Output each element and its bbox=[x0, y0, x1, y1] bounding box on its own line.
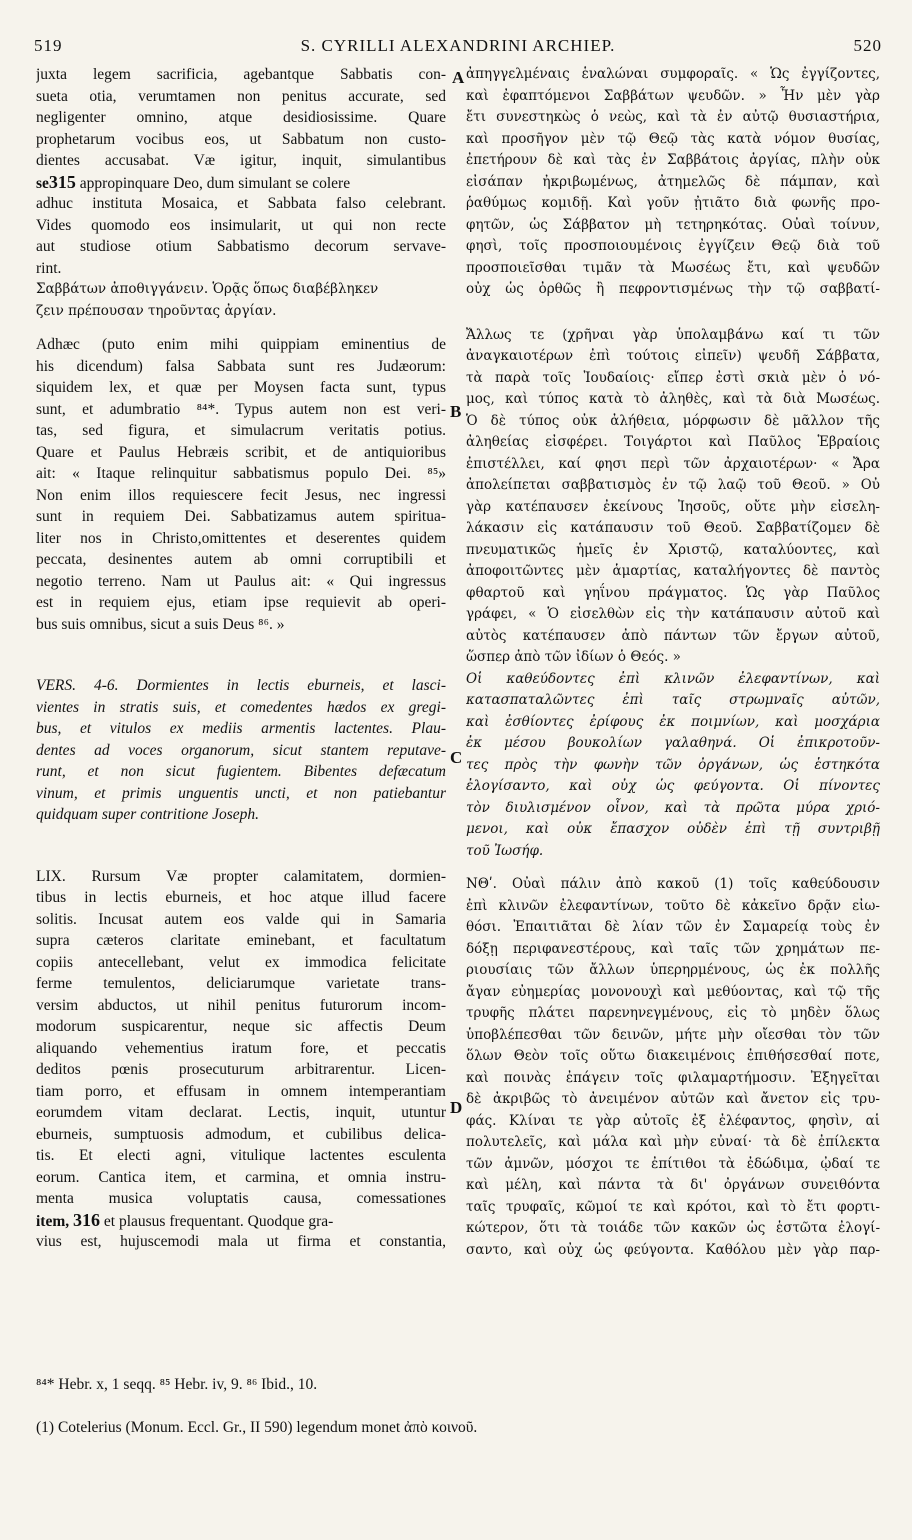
text-line: προσποιεῖσθαι τιμᾶν τὰ Μωσέως ἔτι, καὶ ψευδῶν bbox=[466, 259, 880, 276]
text-line: φθαρτοῦ καὶ γηΐνου πράγματος. Ὡς γὰρ Παῦλος bbox=[466, 584, 880, 601]
text-line: prophetarum vocibus eos, ut Sabbatum non custo- bbox=[36, 130, 446, 148]
text-line-with-number bbox=[36, 1210, 446, 1232]
text-line: ἀπολείπεται σαββατισμὸς ἐν τῷ λαῷ τοῦ Θεοῦ. » Οὐ bbox=[466, 477, 880, 493]
text-line: tiam porro, et effusam in omnem intemperantiam bbox=[36, 1082, 446, 1100]
text-line: ἐπετήρουν δὲ καὶ τὰς ἐν Σαββάτοις ἀργίας, πλὴν οὐκ bbox=[466, 152, 880, 168]
text-line: bus suis omnibus, sicut a suis Deus ⁸⁶. » bbox=[36, 615, 285, 633]
text-line: καὶ ἐφαπτόμενοι Σαββάτων ψευδῶν. » Ἦν μὲν γὰρ bbox=[466, 87, 880, 104]
text-line: tas, sed figura, et simulacrum veritatis potius. bbox=[36, 422, 446, 439]
greek-paragraph-1 bbox=[466, 64, 880, 301]
text-fragment: appropinquare Deo, dum simulant se colere bbox=[79, 174, 351, 192]
text-line: tibus in lectis eburneis, et hoc atque illud facere bbox=[36, 889, 446, 906]
greek-paragraph-3 bbox=[466, 874, 880, 1261]
text-line: deditos pœnis prosecuturum arbitrarentur. Licen- bbox=[36, 1061, 446, 1078]
text-line-with-number bbox=[36, 172, 446, 194]
section-marker-d: D bbox=[450, 1098, 463, 1117]
spacer bbox=[36, 826, 446, 866]
text-line: Non enim illos requiescere fecit Jesus, nec ingressi bbox=[36, 486, 446, 504]
text-line: τες πρὸς τὴν φωνὴν τῶν ὀργάνων, ὡς ἑστηκότα bbox=[466, 756, 880, 773]
text-line: ferme temulentos, deliciarumque varietate trans- bbox=[36, 975, 446, 992]
text-line: Quare et Paulus Hebræis scribit, et de antiquioribus bbox=[36, 443, 446, 461]
text-line: ἐπὶ κλινῶν ἐλεφαντίνων, τοῦτο δὲ κἀκεῖνο δρᾷν εἰω- bbox=[466, 897, 880, 914]
text-line: λάκασιν εἰς κατάπαυσιν τοῦ Θεοῦ. Σαββατίζομεν δὲ bbox=[466, 520, 880, 536]
spacer bbox=[36, 322, 446, 334]
text-line: eorumdem vitam declarat. Lectis, inquit, utuntur bbox=[36, 1104, 446, 1121]
latin-paragraph-1 bbox=[36, 64, 446, 279]
text-line: φητῶν, ὡς Σάββατον μὴ τετηρηκότας. Οὐαὶ τοίνυν, bbox=[466, 216, 880, 233]
text-line: δὲ ἀκριβῶς τὸ ἀνειμένον αὐτῶν καὶ ἄνετον εἰς τρυ- bbox=[466, 1091, 880, 1107]
text-line: menta musica voluptatis causa, comessationes bbox=[36, 1190, 446, 1207]
text-line: καὶ μέλη, καὶ πάντα τὰ δι' ὀργάνων συνειθόντα bbox=[466, 1177, 880, 1193]
text-line: φάς. Κλίναι τε γὰρ αὐτοῖς ἐξ ἐλέφαντος, φησὶν, αἱ bbox=[466, 1112, 880, 1129]
text-line: Οἱ καθεύδοντες ἐπὶ κλινῶν ἐλεφαντίνων, καὶ bbox=[466, 670, 880, 687]
editorial-footnote: (1) Cotelerius (Monum. Eccl. Gr., II 590) legendum monet ἀπὸ κοινοῦ. bbox=[36, 1419, 478, 1436]
text-line: καὶ ποινὰς ἐπάγειν τοῖς φιλαμαρτήμοσιν. Ἐξηγεῖται bbox=[466, 1069, 880, 1086]
text-line: VERS. 4-6. Dormientes in lectis eburneis, et lasci- bbox=[36, 677, 446, 694]
text-line: versim abductos, ut nihil penitus futurorum incom- bbox=[36, 996, 446, 1014]
latin-paragraph-2 bbox=[36, 334, 446, 635]
text-line: his dicendum) falsa Sabbata sunt res Judæorum: bbox=[36, 357, 446, 375]
text-line: ΝΘʹ. Οὐαὶ πάλιν ἀπὸ κακοῦ (1) τοῖς καθεύδουσιν bbox=[466, 876, 880, 892]
text-line: ταῖς τρυφαῖς, κῶμοί τε καὶ κρότοι, καὶ τὸ ἔτι φορτι- bbox=[466, 1198, 880, 1215]
text-line: καὶ προσῆγον μὲν τῷ Θεῷ τὰς κατὰ νόμον θυσίας, bbox=[466, 130, 880, 147]
text-line: modorum suspicarentur, neque sic affectis Deum bbox=[36, 1018, 446, 1035]
text-line: runt, et non sicut fugientem. Bibentes defæcatum bbox=[36, 763, 446, 780]
text-line: μενοι, καὶ οὐκ ἔπασχον οὐδὲν ἐπὶ τῇ συντριβῇ bbox=[466, 821, 880, 837]
text-line: ἀπηγγελμέναις ἑναλώναι συμφοραῖς. « Ὡς ἐγγίζοντες, bbox=[466, 66, 880, 82]
text-line: adhuc instituta Mosaica, et Sabbata falso celebrant. bbox=[36, 195, 446, 212]
text-line: LIX. Rursum Væ propter calamitatem, dormien- bbox=[36, 867, 446, 885]
text-line: dientes accusabat. Væ igitur, inquit, simulantibus bbox=[36, 152, 446, 169]
page-number-right: 520 bbox=[853, 36, 882, 55]
text-line: ἀποφοιτῶντες μὲν ἁμαρτίας, καταλήγοντες δὲ παντὸς bbox=[466, 563, 880, 579]
text-line: θόσι. Ἐπαιτιᾶται δὲ λίαν τῶν ἐν Σαμαρείᾳ τοὺς ἐν bbox=[466, 919, 880, 935]
text-line: τὰ παρὰ τοῖς Ἰουδαίοις· εἴπερ ἐστὶ σκιὰ μὲν ὁ νό- bbox=[466, 369, 880, 386]
greek-paragraph-2 bbox=[466, 325, 880, 669]
text-line: negligenter omnino, atque desidiosissime. Quare bbox=[36, 109, 446, 126]
text-line: οὐχ ὡς ὀρθῶς ἢ πεφροντισμένως τὴν τῷ σαββατί- bbox=[466, 281, 880, 297]
margin-prefix: se bbox=[36, 174, 49, 192]
text-line: πολυτελεῖς, καὶ μάλα καὶ μὴν εὐναί· τὰ δὲ ἐπίλεκτα bbox=[466, 1134, 880, 1150]
text-line: ἐπιστέλλει, καί φησι περὶ τῶν ἀρχαιοτέρων· « Ἄρα bbox=[466, 455, 880, 472]
text-line: Vides quomodo eos insimularit, ut qui non recte bbox=[36, 216, 446, 234]
text-line: eburneis, sumptuosis admodum, et cubilibus delica- bbox=[36, 1125, 446, 1143]
page-header bbox=[34, 36, 882, 62]
column-number: 316 bbox=[73, 1209, 101, 1230]
text-line: copiis antecellebant, velut ex immodica felicitate bbox=[36, 953, 446, 971]
text-line: vius est, hujuscemodi mala ut firma et constantia, bbox=[36, 1233, 446, 1250]
text-line: sunt, et adumbratio ⁸⁴*. Typus autem non est veri- bbox=[36, 400, 446, 418]
text-line: καὶ ἐσθίοντες ἐρίφους ἐκ ποιμνίων, καὶ μοσχάρια bbox=[466, 713, 880, 730]
text-line: negotio terreno. Nam ut Paulus ait: « Qui ingressus bbox=[36, 572, 446, 590]
text-line: aliquando vehementius iratum fore, et peccatis bbox=[36, 1039, 446, 1057]
text-line: γὰρ κατέπαυσεν ἐκείνους Ἰησοῦς, οὔτε μὴν εἰσελη- bbox=[466, 498, 880, 515]
text-line: vientes in stratis suis, et comedentes hædos ex gregi- bbox=[36, 698, 446, 716]
spacer bbox=[466, 301, 880, 325]
greek-insert bbox=[36, 279, 446, 322]
text-line: ριουσίαις τῶν ἄλλων ὑπερηρμένους, ὡς ἐκ πολλῆς bbox=[466, 962, 880, 978]
text-line: sueta otia, verumtamen non penitus accurate, sed bbox=[36, 87, 446, 105]
text-line: liter nos in Christo,omittentes et deserentes quidem bbox=[36, 529, 446, 547]
text-line: Adhæc (puto enim mihi quippiam eminentius de bbox=[36, 336, 446, 353]
text-line: γράφει, « Ὁ εἰσελθὼν εἰς τὴν κατάπαυσιν αὐτοῦ καὶ bbox=[466, 606, 880, 622]
text-line: Σαββάτων ἀποθιγγάνειν. Ὁρᾷς ὅπως διαβέβληκεν bbox=[36, 281, 379, 297]
text-line: ὥσπερ ἀπὸ τῶν ἰδίων ὁ Θεός. » bbox=[466, 649, 681, 665]
text-line: Ἄλλως τε (χρῆναι γὰρ ὑπολαμβάνω καί τι τῶν bbox=[466, 326, 880, 343]
text-line: τῶν ἀμνῶν, μόσχοι τε ἐπίτιθοι τὰ ἐδώδιμα, ᾠδαί τε bbox=[466, 1155, 880, 1172]
text-line: ὑποβλέπεσθαι τῶν δεινῶν, μήτε μὴν οἴεσθαι τὸν τῶν bbox=[466, 1026, 880, 1043]
text-line: φησὶ, τοῖς προσποιουμένοις ἐγγίζειν Θεῷ διὰ τοῦ bbox=[466, 238, 880, 254]
text-line: ἔτι συνεστηκὼς ὁ νεὼς, καὶ τὰ ἐν αὐτῷ θυσιαστήρια, bbox=[466, 109, 880, 125]
text-line: τοῦ Ἰωσήφ. bbox=[466, 842, 544, 859]
text-line: ὅλων Θεὸν τοῖς οὕτω διακειμένοις ἐπιθήσεσθαί ποτε, bbox=[466, 1048, 880, 1064]
text-line: Ὁ δὲ τύπος οὐκ ἀλήθεια, μόρφωσιν δὲ μᾶλλον τῆς bbox=[466, 412, 880, 429]
scripture-references: ⁸⁴* Hebr. x, 1 seqq. ⁸⁵ Hebr. iv, 9. ⁸⁶ Ibid., 10. bbox=[36, 1376, 318, 1393]
greek-verse-heading bbox=[466, 669, 880, 863]
greek-column bbox=[466, 64, 880, 1261]
text-line: eorum. Cantica item, et carmina, et omnia instru- bbox=[36, 1168, 446, 1186]
text-fragment: item, bbox=[36, 1212, 70, 1230]
text-line: aut studiose otium Sabbatismo decorum servave- bbox=[36, 238, 446, 255]
text-line: juxta legem sacrificia, agebantque Sabbatis con- bbox=[36, 66, 446, 83]
text-line: vinum, et primis unguentis uncti, et non patiebantur bbox=[36, 784, 446, 802]
text-line: supra cæteros claritate eminebant, et facultatum bbox=[36, 932, 446, 949]
text-line: ἐκ μέσου βουκολίων γαλαθηνά. Οἱ ἐπικροτοῦν- bbox=[466, 735, 880, 751]
text-line: rint. bbox=[36, 259, 62, 277]
text-line: ἀληθείας εἰσφέρει. Τοιγάρτοι καὶ Παῦλος Ἑβραίοις bbox=[466, 434, 880, 450]
text-line: peccata, desinentes autem ab omni corruptibili et bbox=[36, 551, 446, 568]
text-line: sunt in requiem Dei. Sabbatizamus autem spiritua- bbox=[36, 508, 446, 525]
spacer bbox=[36, 635, 446, 675]
column-number: 315 bbox=[48, 171, 76, 192]
text-line: κατασπαταλῶντες ἐπὶ ταῖς στρωμναῖς αὐτῶν, bbox=[466, 692, 880, 708]
text-line: solitis. Incusat autem eos valde qui in Samaria bbox=[36, 910, 446, 928]
text-line: siquidem lex, et quæ per Moysen facta sunt, typus bbox=[36, 379, 446, 396]
spacer bbox=[466, 862, 880, 874]
text-line: ait: « Itaque relinquitur sabbatismus populo Dei. ⁸⁵» bbox=[36, 465, 446, 482]
latin-column bbox=[36, 64, 446, 1253]
text-line: τρυφῆς πλάτει παρενηνεγμένους, εἰς τὸ μηδὲν ὅλως bbox=[466, 1005, 880, 1021]
text-fragment: et plausus frequentant. Quodque gra- bbox=[103, 1212, 334, 1230]
section-marker-b: B bbox=[450, 402, 462, 421]
text-line: est in requiem ejus, etiam ipse requievit ab operi- bbox=[36, 594, 446, 611]
text-line: ἄγαν εὐημερίας μονονουχὶ καὶ μεθύοντας, καὶ τῷ τῆς bbox=[466, 983, 880, 1000]
text-line: πνευματικῶς ἡμεῖς ἐν Χριστῷ, καταλύοντες, καὶ bbox=[466, 541, 880, 558]
section-marker-c: C bbox=[450, 748, 463, 767]
text-line: σαντο, καὶ οὐχ ὡς φεύγοντα. Καθόλου μὲν γὰρ παρ- bbox=[466, 1241, 880, 1258]
text-line: αὐτὸς κατέπαυσεν ἀπὸ πάντων τῶν ἔργων αὐτοῦ, bbox=[466, 627, 880, 644]
section-marker-a: A bbox=[452, 68, 465, 87]
text-line: ῥαθύμως κομιδῇ. Καὶ γοῦν ᾐτιᾶτο διὰ φωνῆς προ- bbox=[466, 195, 880, 211]
text-line: quidquam super contritione Joseph. bbox=[36, 806, 260, 823]
text-line: ἀναγκαιοτέρων ἐπὶ τούτοις εἰπεῖν) ψευδῆ Σάββατα, bbox=[466, 348, 880, 364]
text-line: bus, et vitulos ex mediis armentis lactentes. Plau- bbox=[36, 720, 446, 737]
text-line: ἐλογίσαντο, καὶ οὐχ ὡς φεύγοντα. Οἱ πίνοντες bbox=[466, 778, 880, 794]
text-line: τὸν διυλισμένον οἶνον, καὶ τὰ πρῶτα μύρα χριό- bbox=[466, 799, 880, 816]
text-line: μος, καὶ τύπος κατὰ τὸ ἀληθὲς, καὶ τὰ διὰ Μωσέως. bbox=[466, 391, 880, 407]
text-line: ζειν πρέπουσαν τηροῦντας ἀργίαν. bbox=[36, 302, 277, 319]
latin-verse-heading bbox=[36, 675, 446, 826]
running-title: S. CYRILLI ALEXANDRINI ARCHIEP. bbox=[300, 36, 616, 55]
latin-paragraph-3 bbox=[36, 866, 446, 1253]
text-line: εἰσάπαν ἠκριβωμένως, ἀτημελῶς δὲ πάμπαν, καὶ bbox=[466, 173, 880, 190]
text-line: dentes ad voces organorum, sicut stantem reputave- bbox=[36, 741, 446, 759]
text-line: δόξῃ περιφανεστέρους, καὶ ταῖς τῶν χρημάτων πε- bbox=[466, 940, 880, 957]
page-number-left: 519 bbox=[34, 36, 63, 55]
text-line: tis. Et electi agni, vitulique lactentes esculenta bbox=[36, 1147, 446, 1164]
text-line: κώτερον, ὅτι τὰ τοιάδε τῶν κακῶν ὡς ἑστῶτα ἐλογί- bbox=[466, 1220, 880, 1236]
